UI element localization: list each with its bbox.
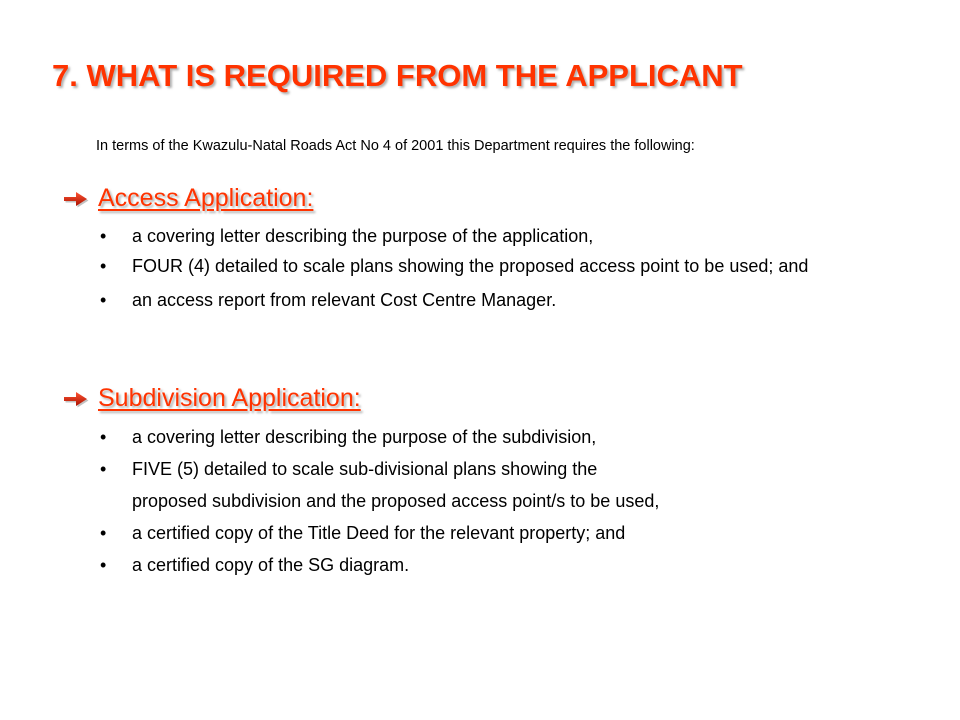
list-item: • a certified copy of the SG diagram.	[100, 555, 410, 575]
access-application-label: Access Application:	[98, 184, 314, 212]
subdivision-application-list	[100, 426, 920, 576]
bullet-icon: •	[100, 523, 107, 543]
access-application-list	[100, 225, 920, 311]
bullet-icon: •	[100, 427, 107, 447]
subdivision-application-heading	[62, 384, 361, 413]
bullet-icon: •	[100, 226, 107, 246]
list-item: • an access report from relevant Cost Centre Manager.	[100, 290, 557, 310]
bullet-icon: •	[100, 459, 107, 479]
list-item: • a covering letter describing the purpose of the subdivision,	[100, 427, 597, 447]
arrow-right-icon	[62, 389, 90, 409]
list-item: • FOUR (4) detailed to scale plans showing the proposed access point to be used; and	[100, 256, 809, 276]
arrow-right-icon	[62, 189, 90, 209]
list-item-continuation: proposed subdivision and the proposed access point/s to be used,	[132, 491, 660, 511]
list-item: • a covering letter describing the purpose of the application,	[100, 226, 594, 246]
intro-text: In terms of the Kwazulu-Natal Roads Act No 4 of 2001 this Department requires the following:	[96, 138, 695, 154]
list-item: • FIVE (5) detailed to scale sub-divisional plans showing the	[100, 459, 598, 479]
bullet-icon: •	[100, 256, 107, 276]
access-application-heading	[62, 184, 313, 213]
slide-title: 7. WHAT IS REQUIRED FROM THE APPLICANT	[52, 58, 743, 93]
subdivision-application-label: Subdivision Application:	[98, 384, 361, 412]
bullet-icon: •	[100, 290, 107, 310]
list-item: • a certified copy of the Title Deed for the relevant property; and	[100, 523, 626, 543]
bullet-icon: •	[100, 555, 107, 575]
